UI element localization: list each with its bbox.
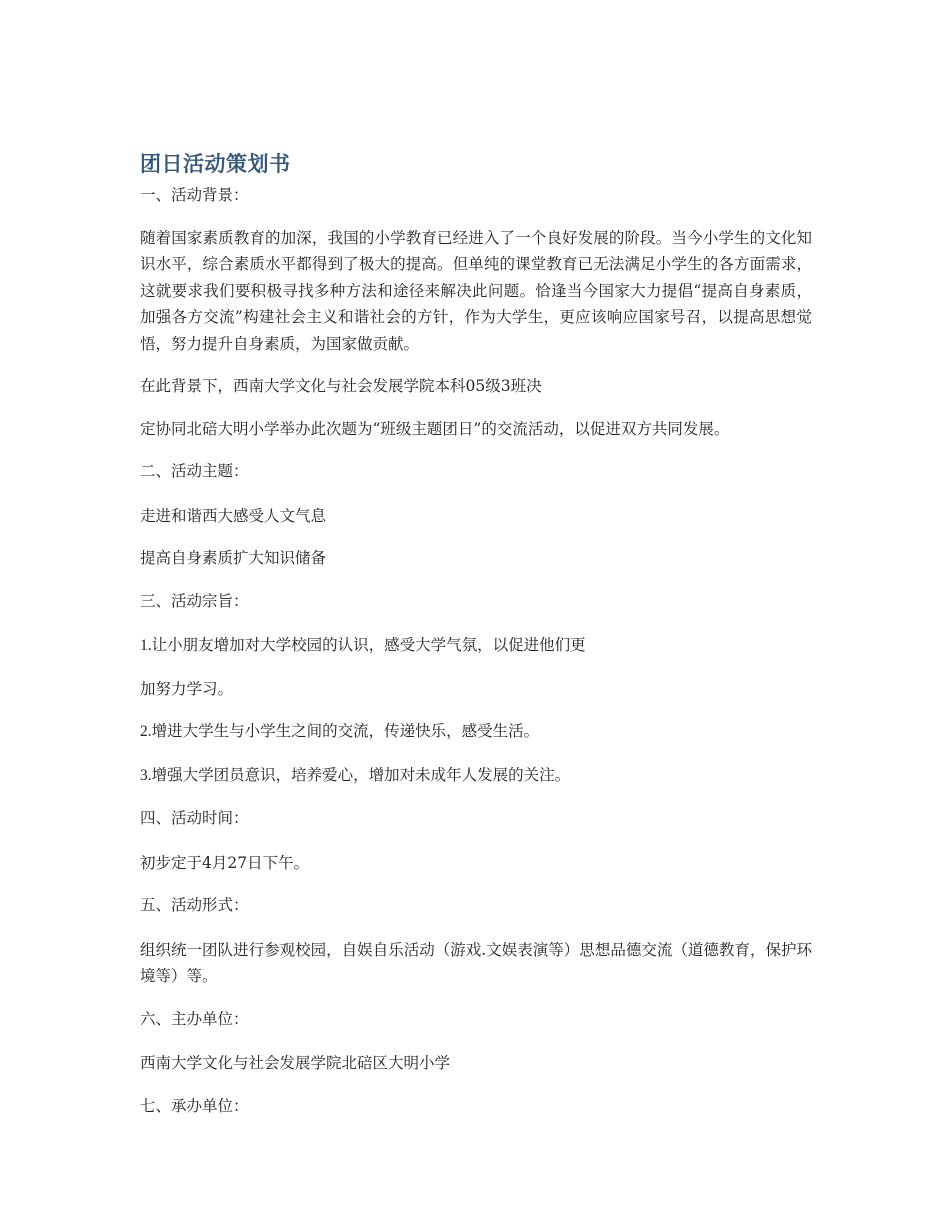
purpose-item-2-number: 2.: [140, 723, 152, 740]
purpose-item-1: [140, 632, 812, 660]
section-heading-form: 五、活动形式：: [140, 896, 249, 914]
purpose-item-2-text: 增进大学生与小学生之间的交流，传递快乐，感受生活。: [151, 722, 540, 740]
purpose-item-2: [140, 718, 812, 746]
theme-line-2: 提高自身素质扩大知识储备: [140, 549, 327, 567]
background-paragraph-1: 随着国家素质教育的加深，我国的小学教育已经进入了一个良好发展的阶段。当今小学生的文化知识水平，综合素质水平都得到了极大的提高。但单纯的课堂教育已无法满足小学生的各方面需求，这就要求我们要积极寻找多种方法和途径来解决此问题。恰逢当今国家大力提倡“提高自身素质，加强各方交流”构建社会主义和谐社会的方针，作为大学生，更应该响应国家号召，以提高思想觉悟，努力提升自身素质，为国家做贡献。: [140, 228, 812, 353]
document-body: [140, 146, 812, 1137]
purpose-item-1-continued: 加努力学习。: [140, 679, 234, 698]
purpose-item-1-number: 1.: [140, 637, 152, 654]
section-heading-theme: 二、活动主题：: [140, 462, 249, 480]
document-title: 团日活动策划书: [140, 152, 291, 176]
purpose-item-1-text: 让小朋友增加对大学校园的认识，感受大学气氛，以促进他们更: [151, 636, 586, 654]
purpose-item-3-text: 增强大学团员意识，培养爱心，增加对未成年人发展的关注。: [151, 765, 571, 784]
background-paragraph-2: 在此背景下，西南大学文化与社会发展学院本科05级3班决: [140, 377, 542, 395]
purpose-item-3-number: 3.: [140, 766, 152, 784]
section-heading-background: 一、活动背景：: [140, 186, 249, 204]
organizer-text: 西南大学文化与社会发展学院北碚区大明小学: [140, 1054, 451, 1072]
section-heading-organizer: 六、主办单位：: [140, 1009, 249, 1028]
section-heading-time: 四、活动时间：: [140, 809, 249, 827]
form-text: 组织统一团队进行参观校园，自娱自乐活动（游戏.文娱表演等）思想品德交流（道德教育，保护环境等）等。: [140, 940, 812, 985]
background-paragraph-3: 定协同北碚大明小学举办此次题为“班级主题团日”的交流活动，以促进双方共同发展。: [140, 419, 730, 438]
section-heading-purpose: 三、活动宗旨：: [140, 591, 249, 610]
time-text: 初步定于4月27日下午。: [140, 853, 310, 872]
purpose-item-3: [140, 762, 812, 790]
theme-line-1: 走进和谐西大感受人文气息: [140, 506, 327, 525]
section-heading-host: 七、承办单位：: [140, 1096, 249, 1115]
